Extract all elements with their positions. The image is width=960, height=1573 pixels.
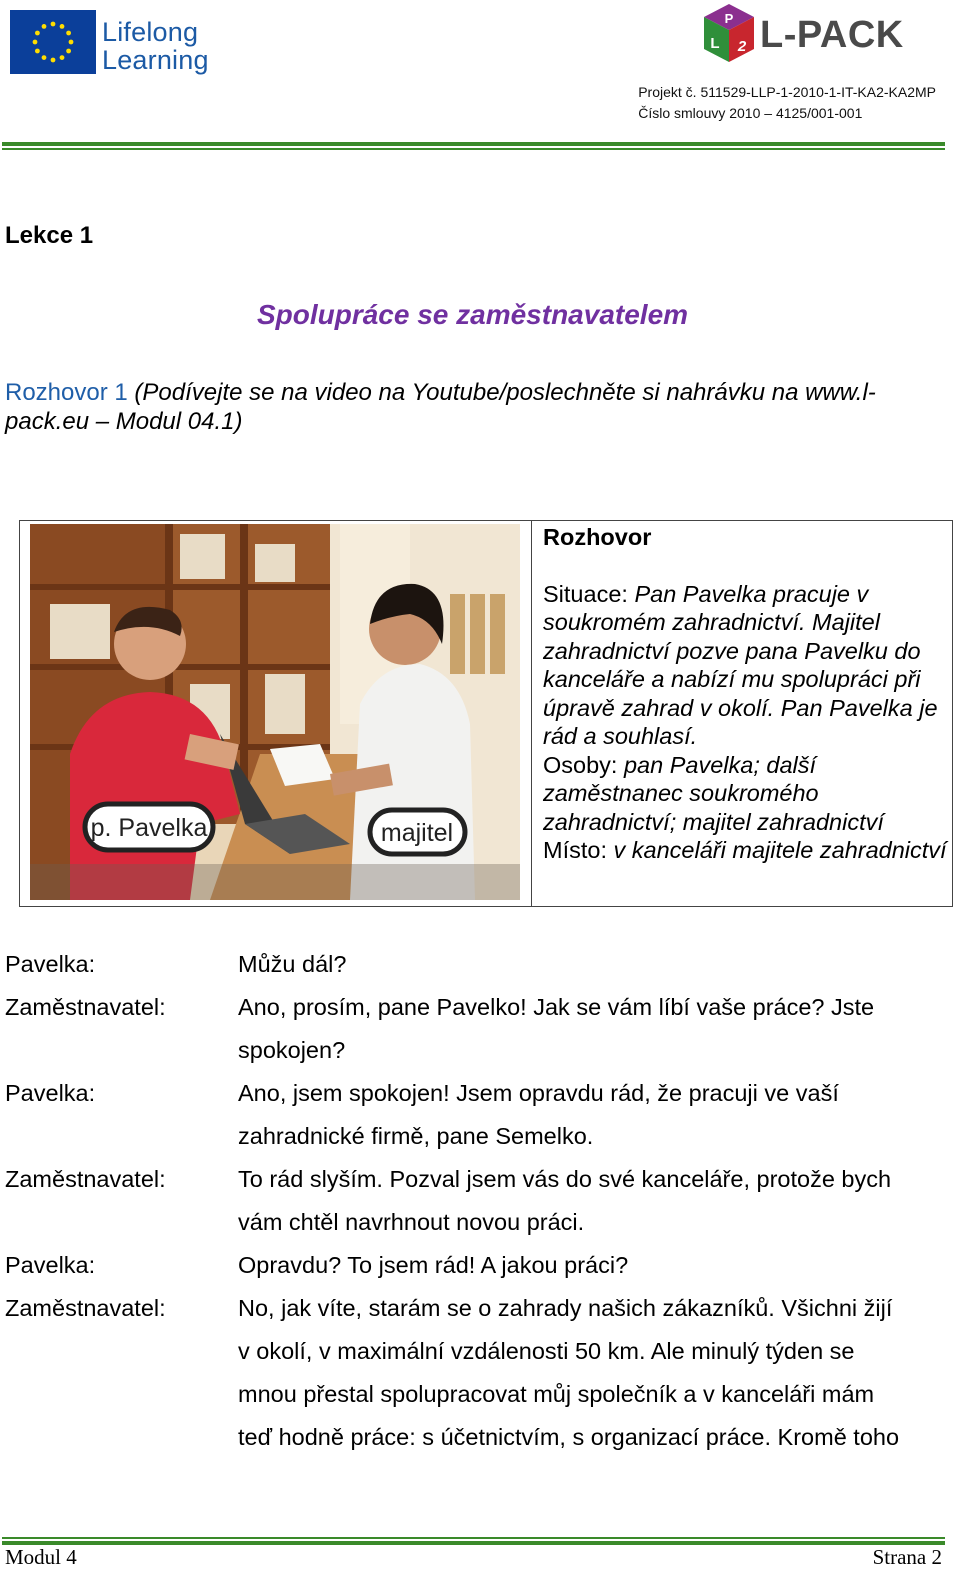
speaker: Pavelka: — [5, 1080, 96, 1106]
dialogue-line — [5, 1072, 945, 1158]
header-rule — [2, 142, 945, 146]
svg-text:L: L — [710, 35, 720, 52]
scene-persons: Osoby: pan Pavelka; další zaměstnanec soukromého zahradnictví; majitel zahradnictví — [543, 751, 884, 835]
dialogue — [5, 943, 945, 1459]
lpack-wordmark: L-PACK — [760, 14, 904, 56]
utterance: Ano, prosím, pane Pavelko! Jak se vám líbí vaše práce? Jste spokojen? — [238, 994, 875, 1063]
dialogue-line — [5, 1244, 945, 1287]
speaker: Pavelka: — [5, 1252, 96, 1278]
footer-rule-thin — [2, 1537, 945, 1539]
svg-text:2: 2 — [737, 38, 747, 55]
speaker: Zaměstnavatel: — [5, 1166, 166, 1192]
speaker: Pavelka: — [5, 951, 96, 977]
speaker: Zaměstnavatel: — [5, 1295, 166, 1321]
dialogue-label: Rozhovor 1 — [5, 379, 128, 406]
svg-text:majitel: majitel — [380, 819, 454, 847]
header-rule-thin — [2, 148, 945, 150]
utterance: Můžu dál? — [238, 951, 347, 977]
scene-situation: Situace: Pan Pavelka pracuje v soukromém zahradnictví. Majitel zahradnictví pozve pana Pavelku do kanceláře a nabízí mu spolupráci při úpravě zahrad v okolí. Pan Pavelka je rád a souhlasí. — [543, 580, 938, 749]
scene-box — [19, 520, 953, 907]
utterance: Opravdu? To jsem rád! A jakou práci? — [238, 1252, 629, 1278]
photo-label-pavelka — [85, 804, 213, 850]
footer-rule — [2, 1541, 945, 1545]
utterance: No, jak víte, starám se o zahrady našich zákazníků. Všichni žijí v okolí, v maximální vzdálenosti 50 km. Ale minulý týden se mnou přestal spolupracovat můj společník a v kanceláři mám teď hodně práce: s účetnictvím, s organizací práce. Kromě toho — [238, 1295, 900, 1450]
dialogue-line — [5, 1287, 945, 1459]
scene-description — [543, 523, 948, 865]
dialogue-line — [5, 986, 945, 1072]
svg-text:P: P — [724, 11, 734, 26]
scene-divider — [531, 521, 532, 906]
lpack-cube-icon — [698, 2, 760, 66]
lifelong-learning-logo — [10, 10, 210, 80]
scene-place: Místo: v kanceláři majitele zahradnictví — [543, 837, 947, 863]
dialogue-intro — [5, 378, 905, 436]
eu-flag-icon — [10, 10, 96, 74]
speaker: Zaměstnavatel: — [5, 994, 166, 1020]
dialogue-line — [5, 1158, 945, 1244]
utterance: Ano, jsem spokojen! Jsem opravdu rád, že pracuji ve vaší zahradnické firmě, pane Semelko. — [238, 1080, 839, 1149]
project-number: Projekt č. 511529-LLP-1-2010-1-IT-KA2-KA2MP — [638, 84, 936, 100]
footer-module: Modul 4 — [5, 1545, 77, 1569]
dialogue-instruction: (Podívejte se na video na Youtube/poslechněte si nahrávku na www.l-pack.eu – Modul 04.1) — [5, 379, 876, 435]
lesson-heading: Lekce 1 — [5, 222, 94, 249]
footer-page-number: Strana 2 — [872, 1545, 942, 1569]
dialogue-line — [5, 943, 945, 986]
photo-label-majitel — [370, 810, 465, 854]
utterance: To rád slyším. Pozval jsem vás do své kanceláře, protože bych vám chtěl navrhnout novou práci. — [238, 1166, 892, 1235]
contract-number: Číslo smlouvy 2010 – 4125/001-001 — [638, 105, 863, 121]
lpack-logo — [698, 2, 918, 70]
lifelong-learning-wordmark: Lifelong Learning — [102, 17, 209, 75]
page-title: Spolupráce se zaměstnavatelem — [256, 299, 689, 330]
svg-text:p. Pavelka: p. Pavelka — [90, 814, 208, 842]
project-info — [638, 82, 936, 124]
scene-photo — [30, 524, 520, 900]
scene-heading: Rozhovor — [543, 524, 652, 550]
